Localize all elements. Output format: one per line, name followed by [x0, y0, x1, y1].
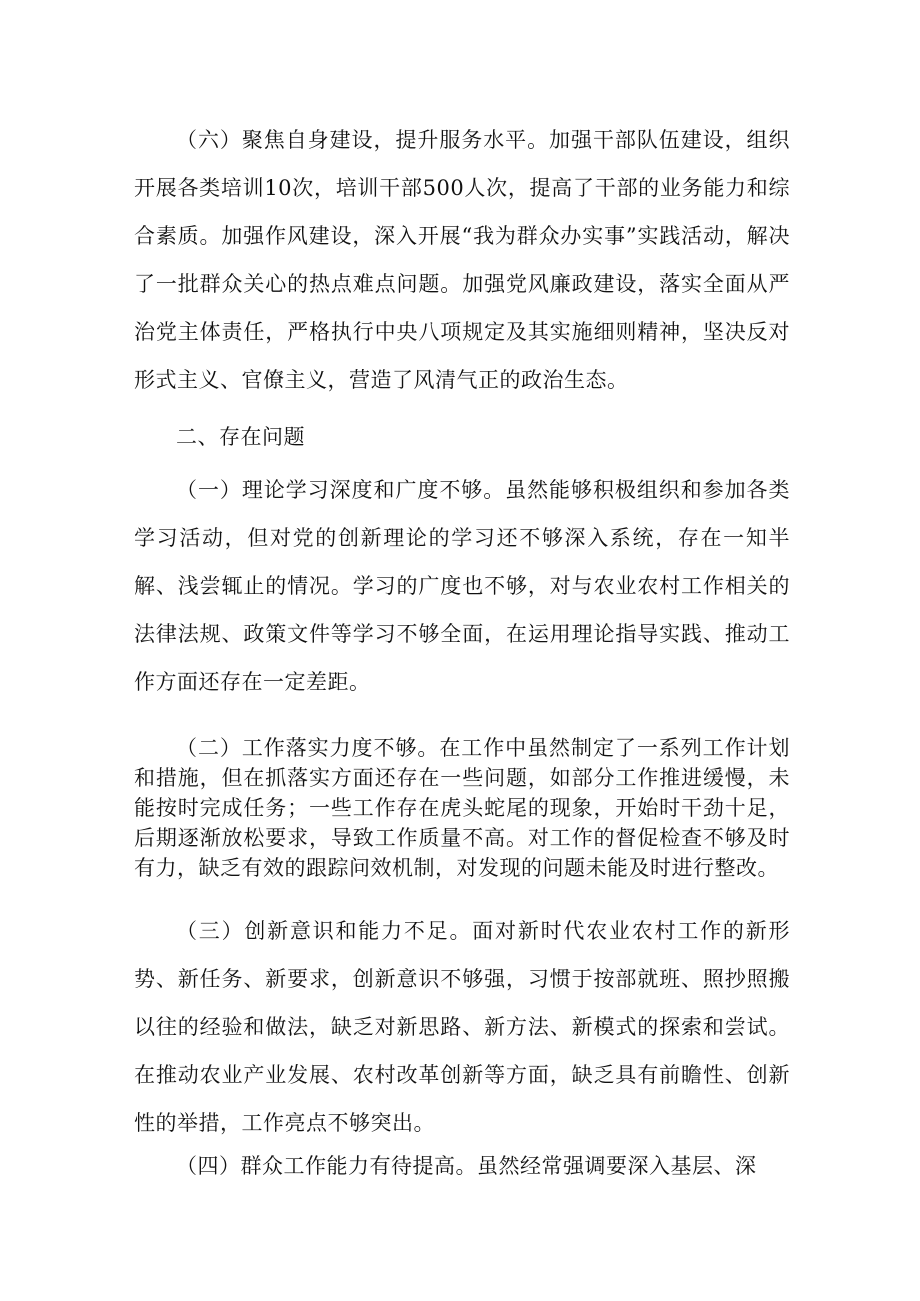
problem-four-paragraph: （四）群众工作能力有待提高。虽然经常强调要深入基层、深 [176, 1154, 757, 1178]
section-heading: 二、存在问题 [176, 425, 305, 449]
problem-two-paragraph: （二）工作落实力度不够。在工作中虽然制定了一系列工作计划和措施，但在抓落实方面还存在一些问题，如部分工作推进缓慢，未能按时完成任务；一些工作存在虎头蛇尾的现象，开始时干劲十足，后期逐渐放松要求，导致工作质量不高。对工作的督促检查不够及时有力，缺乏有效的跟踪问效机制，对发现的问题未能及时进行整改。 [134, 736, 790, 880]
paragraph-six: （六）聚焦自身建设，提升服务水平。加强干部队伍建设，组织开展各类培训10次，培训干部500人次，提高了干部的业务能力和综合素质。加强作风建设，深入开展“我为群众办实事”实践活动，解决了一批群众关心的热点难点问题。加强党风廉政建设，落实全面从严治党主体责任，严格执行中央八项规定及其实施细则精神，坚决反对形式主义、官僚主义，营造了风清气正的政治生态。 [134, 128, 790, 392]
problem-three-paragraph: （三）创新意识和能力不足。面对新时代农业农村工作的新形势、新任务、新要求，创新意识不够强，习惯于按部就班、照抄照搬以往的经验和做法，缺乏对新思路、新方法、新模式的探索和尝试。在推动农业产业发展、农村改革创新等方面，缺乏具有前瞻性、创新性的举措，工作亮点不够突出。 [134, 919, 790, 1135]
problem-one-paragraph: （一）理论学习深度和广度不够。虽然能够积极组织和参加各类学习活动，但对党的创新理论的学习还不够深入系统，存在一知半解、浅尝辄止的情况。学习的广度也不够，对与农业农村工作相关的法律法规、政策文件等学习不够全面，在运用理论指导实践、推动工作方面还存在一定差距。 [134, 478, 790, 694]
